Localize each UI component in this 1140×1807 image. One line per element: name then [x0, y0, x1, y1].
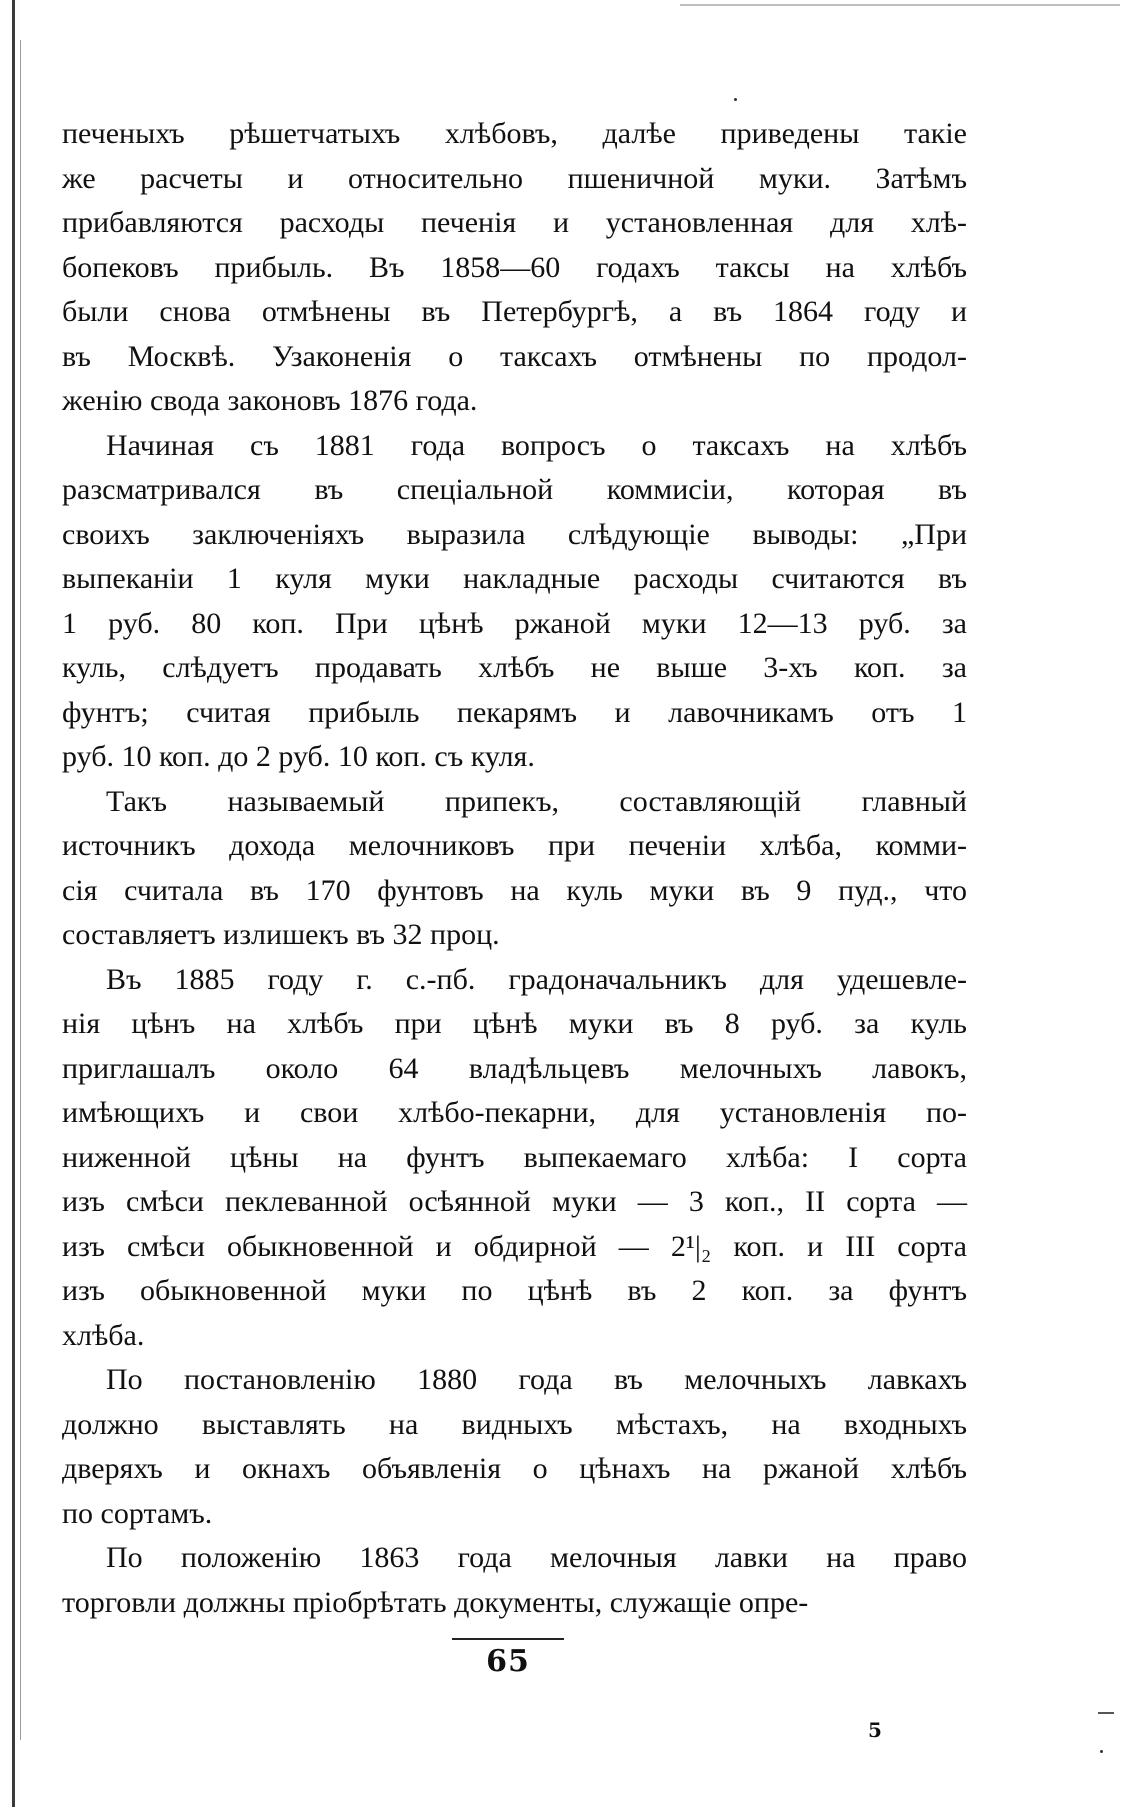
paragraph — [62, 424, 967, 780]
text-line: куль, слѣдуетъ продавать хлѣбъ не выше 3-хъ коп. за — [62, 651, 967, 684]
text-line: печеныхъ рѣшетчатыхъ хлѣбовъ, далѣе приведены такіе — [62, 117, 967, 150]
text-line: хлѣба. — [62, 1318, 145, 1352]
text-line: сія считала въ 170 фунтовъ на куль муки въ 9 пуд., что — [62, 873, 967, 907]
text-line: приглашалъ около 64 владѣльцевъ мелочныхъ лавокъ, — [62, 1051, 967, 1085]
scan-binding-shadow — [20, 40, 21, 1740]
text-line: нія цѣнъ на хлѣбъ при цѣнѣ муки въ 8 руб. за куль — [62, 1007, 967, 1040]
scan-top-edge — [680, 4, 1120, 6]
text-line: же расчеты и относительно пшеничной муки. Затѣмъ — [62, 161, 967, 195]
signature-mark: 5 — [868, 1718, 882, 1742]
text-line: своихъ заключеніяхъ выразила слѣдующіе выводы: „При — [62, 517, 967, 551]
paragraph — [62, 1358, 967, 1536]
text-line: Начиная съ 1881 года вопросъ о таксахъ на хлѣбъ — [106, 428, 967, 462]
text-line: изъ смѣси пеклеванной осѣянной муки — 3 коп., II сорта — — [62, 1185, 967, 1218]
text-line: выпеканіи 1 куля муки накладные расходы считаются въ — [62, 562, 967, 595]
text-line: ниженной цѣны на фунтъ выпекаемаго хлѣба: I сорта — [62, 1140, 967, 1174]
text-line: по сортамъ. — [62, 1496, 213, 1530]
text-line: были снова отмѣнены въ Петербургѣ, а въ 1864 году и — [62, 295, 967, 328]
page-number: 65 — [486, 1644, 530, 1679]
text-line: разсматривался въ спеціальной коммисіи, которая въ — [62, 473, 967, 506]
text-line: По постановленію 1880 года въ мелочныхъ лавкахъ — [106, 1363, 967, 1396]
text-line: должно выставлять на видныхъ мѣстахъ, на входныхъ — [62, 1407, 967, 1441]
scan-binding-edge — [12, 0, 15, 1807]
text-line: фунтъ; считая прибыль пекарямъ и лавочникамъ отъ 1 — [62, 695, 967, 729]
ink-speck — [1098, 1712, 1114, 1714]
paragraph — [62, 112, 967, 424]
text-line: торговли должны пріобрѣтать документы, служащіе опре- — [62, 1585, 809, 1619]
body-text — [62, 112, 967, 1625]
text-line: прибавляются расходы печенія и установленная для хлѣ- — [62, 206, 967, 239]
text-line: въ Москвѣ. Узаконенія о таксахъ отмѣнены по продол- — [62, 339, 967, 373]
text-line: Такъ называемый припекъ, составляющій главный — [106, 784, 967, 818]
text-line: 1 руб. 80 коп. При цѣнѣ ржаной муки 12—13 руб. за — [62, 606, 967, 640]
text-line: женію свода законовъ 1876 года. — [62, 384, 478, 417]
text-line: По положенію 1863 года мелочныя лавки на право — [106, 1541, 967, 1574]
text-line: имѣющихъ и свои хлѣбо-пекарни, для установленія по- — [62, 1096, 967, 1129]
paragraph — [62, 780, 967, 958]
paragraph — [62, 958, 967, 1359]
text-line: изъ смѣси обыкновенной и обдирной — 2¹|₂ коп. и III сорта — [62, 1229, 967, 1263]
text-line: руб. 10 коп. до 2 руб. 10 коп. съ куля. — [62, 740, 535, 773]
ink-speck — [734, 98, 737, 101]
ink-speck — [1100, 1750, 1103, 1753]
text-line: бопековъ прибыль. Въ 1858—60 годахъ таксы на хлѣбъ — [62, 250, 967, 284]
paragraph — [62, 1536, 967, 1625]
page-number-rule — [452, 1638, 564, 1640]
text-line: составляетъ излишекъ въ 32 проц. — [62, 918, 500, 951]
text-line: изъ обыкновенной муки по цѣнѣ въ 2 коп. за фунтъ — [62, 1274, 967, 1307]
text-line: дверяхъ и окнахъ объявленія о цѣнахъ на ржаной хлѣбъ — [62, 1452, 967, 1485]
text-line: Въ 1885 году г. с.-пб. градоначальникъ для удешевле- — [106, 962, 967, 996]
text-line: источникъ дохода мелочниковъ при печеніи хлѣба, комми- — [62, 829, 967, 862]
